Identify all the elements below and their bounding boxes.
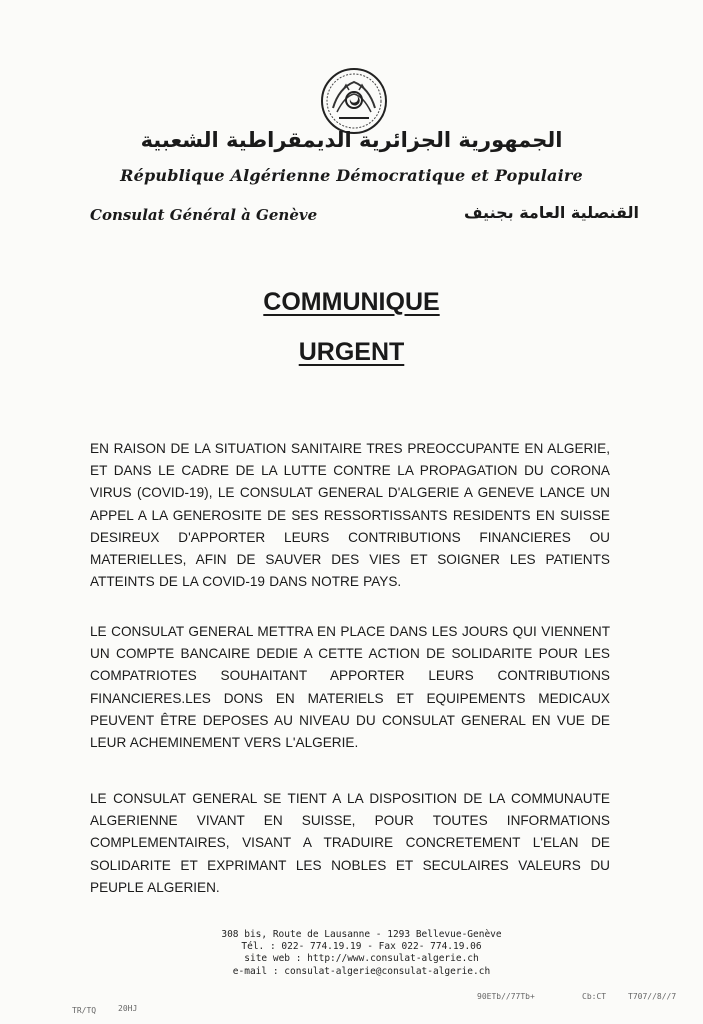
footer-address: 308 bis, Route de Lausanne - 1293 Bellevue-Genève	[221, 929, 502, 940]
urgent-heading: URGENT	[298, 338, 405, 366]
arabic-republic-title: الجمهورية الجزائرية الديمقراطية الشعبية	[140, 128, 563, 152]
paragraph-appeal: EN RAISON DE LA SITUATION SANITAIRE TRES PREOCCUPANTE EN ALGERIE, ET DANS LE CADRE DE LA LUTTE CONTRE LA PROPAGATION DU CORONA VIRUS (COVID-19), LE CONSULAT GENERAL D'ALGERIE A GENEVE LANCE UN APPEL A LA GENEROSITE DE SES RESSORTISSANTS RESIDENTS EN SUISSE DESIREUX D'APPORTER LEURS CONTRIBUTIONS FINANCIERES OU MATERIELLES, AFIN DE SAUVER DES VIES ET SOIGNER LES PATIENTS ATTEINTS DE LA COVID-19 DANS NOTRE PAYS.	[90, 441, 610, 590]
fax-mark-e: 20HJ	[118, 1004, 138, 1013]
paragraph-bank-account: LE CONSULAT GENERAL METTRA EN PLACE DANS LES JOURS QUI VIENNENT UN COMPTE BANCAIRE DEDIE A CETTE ACTION DE SOLIDARITE POUR LES COMPATRIOTES SOUHAITANT APPORTER LEURS CONTRIBUTIONS FINANCIERES.LES DONS EN MATERIELS ET EQUIPEMENTS MEDICAUX PEUVENT ÊTRE DEPOSES AU NIVEAU DU CONSULAT GENERAL EN VUE DE LEUR ACHEMINEMENT VERS L'ALGERIE.	[90, 624, 610, 751]
footer-email: e-mail : consulat-algerie@consulat-algerie.ch	[232, 965, 491, 977]
fax-mark-d: TR/TQ	[72, 1006, 97, 1015]
fax-mark-a: 90ETb//77Tb+	[477, 992, 535, 1001]
consulat-name-french: Consulat Général à Genève	[90, 206, 318, 224]
footer-phone: Tél. : 022- 774.19.19 - Fax 022- 774.19.06	[241, 941, 482, 953]
communique-heading: COMMUNIQUE	[263, 288, 440, 316]
consulat-name-arabic: القنصلية العامة بجنيف	[463, 203, 639, 222]
contact-footer	[0, 929, 703, 978]
fax-mark-c: T707//8//7	[628, 992, 677, 1001]
footer-website: site web : http://www.consulat-algerie.ch	[244, 953, 479, 965]
paragraph-disposition: LE CONSULAT GENERAL SE TIENT A LA DISPOSITION DE LA COMMUNAUTE ALGERIENNE VIVANT EN SUISSE, POUR TOUTES INFORMATIONS COMPLEMENTAIRES, VISANT A TRADUIRE CONCRETEMENT L'ELAN DE SOLIDARITE ET EXPRIMANT LES NOBLES ET SECULAIRES VALEURS DU PEUPLE ALGERIEN.	[90, 791, 610, 895]
fax-mark-b: Cb:CT	[582, 992, 607, 1001]
algeria-emblem-icon	[319, 66, 389, 136]
french-republic-title: République Algérienne Démocratique et Populaire	[120, 166, 583, 185]
